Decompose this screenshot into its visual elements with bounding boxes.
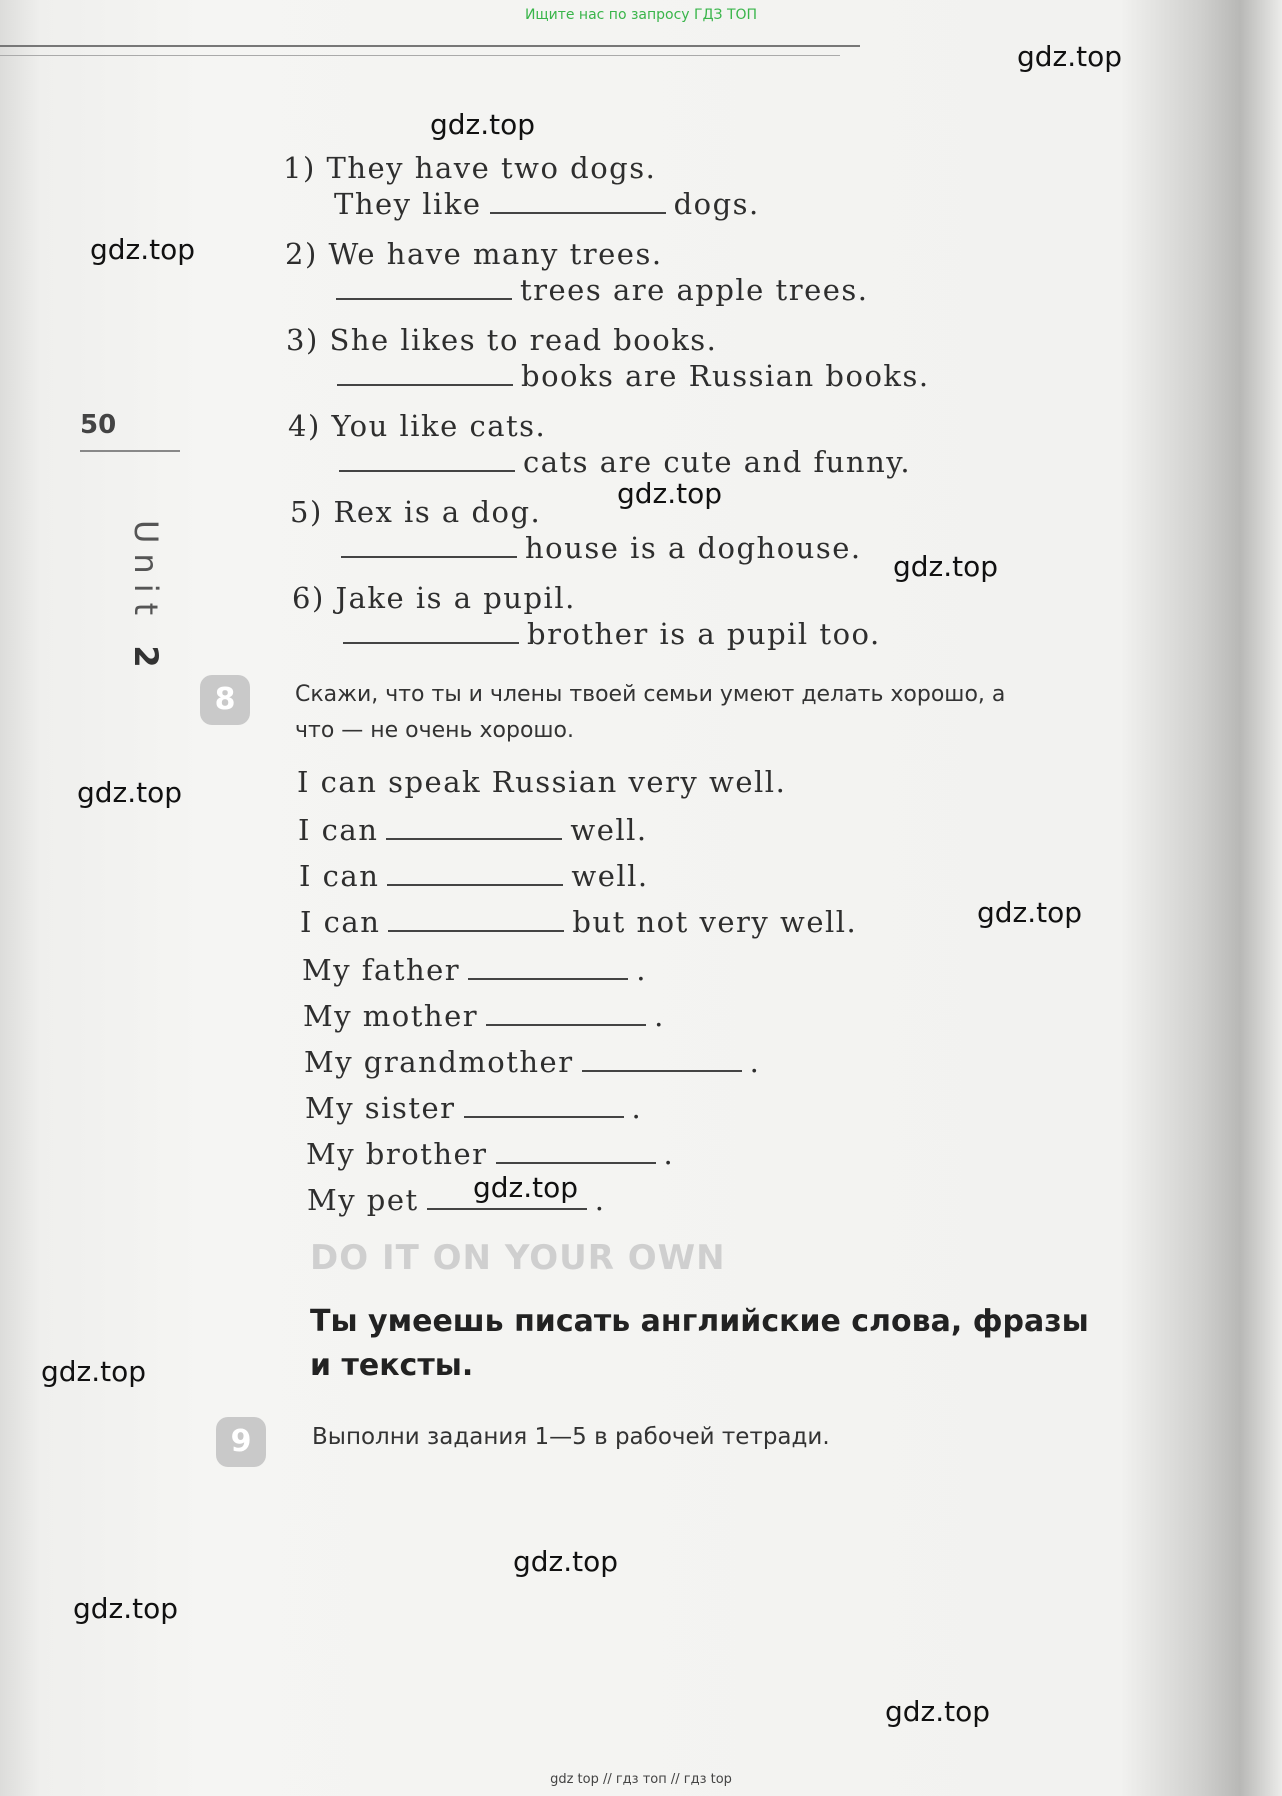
line-suffix: . bbox=[631, 1091, 643, 1125]
answer-blank[interactable] bbox=[343, 641, 519, 644]
line-prefix: My brother bbox=[306, 1137, 488, 1171]
exercise7-item-1 bbox=[283, 150, 760, 222]
exercise8-line bbox=[303, 999, 665, 1033]
unit-label-text: Unit bbox=[127, 520, 165, 626]
line-prefix: My pet bbox=[307, 1183, 419, 1217]
answer-blank[interactable] bbox=[486, 1023, 646, 1026]
exercise8-instruction bbox=[295, 677, 1005, 749]
exercise7-item-2 bbox=[285, 236, 869, 308]
exercise7-item-3 bbox=[286, 322, 930, 394]
exercise8-line bbox=[304, 1045, 760, 1079]
line-suffix: . bbox=[663, 1137, 675, 1171]
unit-number: 2 bbox=[127, 645, 165, 678]
item-sentence: They have two dogs. bbox=[326, 151, 657, 185]
answer-blank[interactable] bbox=[387, 883, 563, 886]
answer-blank[interactable] bbox=[386, 837, 562, 840]
item-suffix: house is a doghouse. bbox=[525, 531, 862, 565]
exercise8-line bbox=[300, 905, 857, 939]
watermark: gdz.top bbox=[885, 1695, 991, 1728]
watermark: gdz.top bbox=[73, 1592, 179, 1625]
exercise8-instruction-line2: что — не очень хорошо. bbox=[295, 718, 574, 743]
watermark: gdz.top bbox=[430, 108, 536, 141]
exercise8-line bbox=[299, 859, 649, 893]
answer-blank[interactable] bbox=[490, 211, 666, 214]
answer-blank[interactable] bbox=[336, 297, 512, 300]
item-number: 3) bbox=[286, 323, 319, 357]
watermark: gdz.top bbox=[473, 1171, 579, 1204]
answer-blank[interactable] bbox=[582, 1069, 742, 1072]
item-number: 1) bbox=[283, 151, 316, 185]
item-number: 6) bbox=[292, 581, 325, 615]
item-prefix: They like bbox=[334, 187, 482, 221]
item-suffix: trees are apple trees. bbox=[520, 273, 869, 307]
unit-label bbox=[127, 520, 165, 678]
watermark: gdz.top bbox=[617, 477, 723, 510]
item-sentence: Jake is a pupil. bbox=[335, 581, 576, 615]
exercise7-item-4 bbox=[288, 408, 911, 480]
page-number: 50 bbox=[80, 410, 117, 440]
line-suffix: but not very well. bbox=[572, 905, 858, 939]
line-prefix: My sister bbox=[305, 1091, 456, 1125]
item-sentence: We have many trees. bbox=[328, 237, 663, 271]
exercise7-item-6 bbox=[292, 580, 881, 652]
item-number: 2) bbox=[285, 237, 318, 271]
exercise9-badge: 9 bbox=[216, 1417, 266, 1467]
answer-blank[interactable] bbox=[468, 977, 628, 980]
exercise7-item-5 bbox=[290, 494, 862, 566]
answer-blank[interactable] bbox=[341, 555, 517, 558]
item-number: 4) bbox=[288, 409, 321, 443]
skill-line-1: Ты умеешь писать английские слова, фразы bbox=[310, 1304, 1089, 1339]
line-suffix: . bbox=[594, 1183, 606, 1217]
item-suffix: dogs. bbox=[673, 187, 760, 221]
line-prefix: My father bbox=[302, 953, 461, 987]
answer-blank[interactable] bbox=[464, 1115, 624, 1118]
answer-blank[interactable] bbox=[496, 1161, 656, 1164]
exercise8-line bbox=[298, 813, 648, 847]
line-suffix: . bbox=[654, 999, 665, 1033]
answer-blank[interactable] bbox=[427, 1207, 587, 1210]
line-suffix: well. bbox=[570, 813, 648, 847]
watermark: gdz.top bbox=[513, 1545, 619, 1578]
exercise8-example: I can speak Russian very well. bbox=[297, 765, 787, 799]
item-sentence: Rex is a dog. bbox=[333, 495, 542, 529]
exercise8-line bbox=[302, 953, 647, 987]
line-suffix: . bbox=[636, 953, 647, 987]
footer-links[interactable]: gdz top // гдз топ // гдз top bbox=[550, 1772, 732, 1787]
item-suffix: books are Russian books. bbox=[521, 359, 930, 393]
top-banner[interactable]: Ищите нас по запросу ГДЗ ТОП bbox=[524, 7, 758, 23]
watermark: gdz.top bbox=[1017, 40, 1123, 73]
exercise8-badge: 8 bbox=[200, 675, 250, 725]
answer-blank[interactable] bbox=[337, 383, 513, 386]
top-rule-secondary bbox=[0, 55, 840, 56]
page-number-rule bbox=[80, 450, 180, 452]
exercise8-line bbox=[305, 1091, 642, 1125]
watermark: gdz.top bbox=[41, 1355, 147, 1388]
line-prefix: I can bbox=[298, 813, 379, 847]
line-suffix: . bbox=[749, 1045, 761, 1079]
watermark: gdz.top bbox=[977, 896, 1083, 929]
exercise9-instruction: Выполни задания 1—5 в рабочей тетради. bbox=[312, 1424, 830, 1450]
item-suffix: brother is a pupil too. bbox=[527, 617, 881, 651]
line-suffix: well. bbox=[571, 859, 649, 893]
watermark: gdz.top bbox=[90, 233, 196, 266]
line-prefix: My mother bbox=[303, 999, 479, 1033]
answer-blank[interactable] bbox=[388, 929, 564, 932]
line-prefix: My grandmother bbox=[304, 1045, 574, 1079]
answer-blank[interactable] bbox=[339, 469, 515, 472]
item-suffix: cats are cute and funny. bbox=[523, 445, 912, 479]
item-sentence: You like cats. bbox=[331, 409, 547, 443]
exercise8-instruction-line1: Скажи, что ты и члены твоей семьи умеют делать хорошо, а bbox=[295, 682, 1006, 707]
item-sentence: She likes to read books. bbox=[329, 323, 718, 357]
line-prefix: I can bbox=[299, 859, 380, 893]
watermark: gdz.top bbox=[77, 776, 183, 809]
skill-line-2: и тексты. bbox=[310, 1348, 474, 1383]
top-rule bbox=[0, 45, 860, 47]
skill-statement bbox=[310, 1300, 1190, 1388]
exercise8-line bbox=[306, 1137, 674, 1171]
line-prefix: I can bbox=[300, 905, 381, 939]
section-heading: DO IT ON YOUR OWN bbox=[310, 1238, 726, 1278]
watermark: gdz.top bbox=[893, 550, 999, 583]
item-number: 5) bbox=[290, 495, 323, 529]
